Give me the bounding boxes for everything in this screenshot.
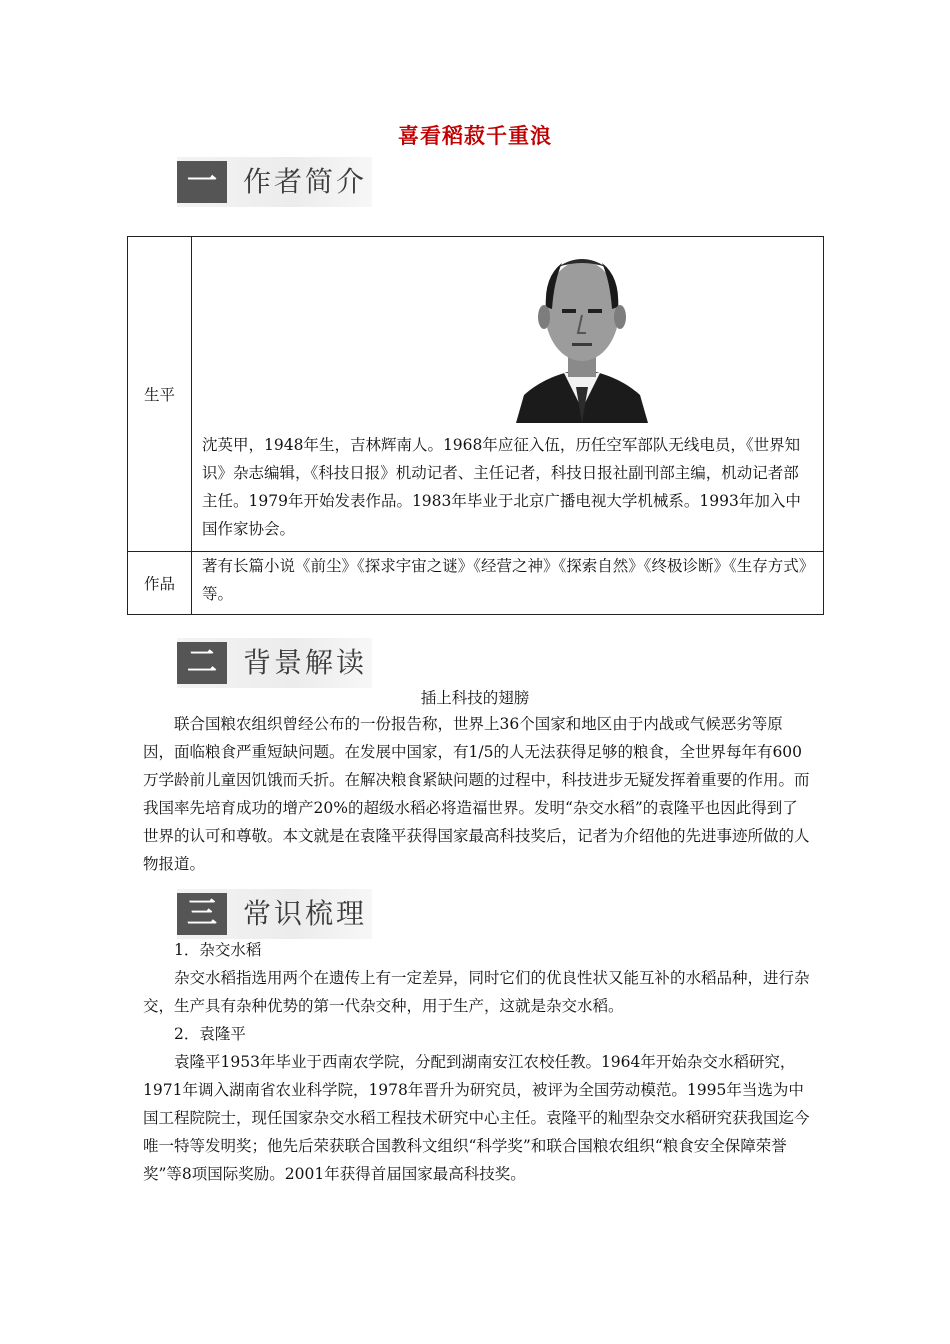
works-label: 作品 xyxy=(128,552,192,615)
section-title: 作者简介 xyxy=(243,165,368,198)
life-label: 生平 xyxy=(128,237,192,552)
author-portrait xyxy=(506,237,658,423)
background-paragraph: 联合国粮农组织曾经公布的一份报告称，世界上36个国家和地区由于内战或气候恶劣等原因，面临粮食严重短缺问题。在发展中国家，有1/5的人无法获得足够的粮食，全世界每年有600万学龄前儿童因饥饿而夭折。在解决粮食紧缺问题的过程中，科技进步无疑发挥着重要的作用。而我国率先培育成功的增产20%的超级水稻必将造福世界。发明“杂交水稻”的袁隆平也因此得到了世界的认可和尊敬。本文就是在袁隆平获得国家最高科技奖后，记者为介绍他的先进事迹所做的人物报道。 xyxy=(143,715,810,873)
knowledge-item-text: 袁隆平1953年毕业于西南农学院，分配到湖南安江农校任教。1964年开始杂交水稻研究，1971年调入湖南省农业科学院，1978年晋升为研究员，被评为全国劳动模范。1995年当选为中国工程院院士，现任国家杂交水稻工程技术研究中心主任。袁隆平的籼型杂交水稻研究获我国迄今唯一特等发明奖；他先后荣获联合国教科文组织“科学奖”和联合国粮农组织“粮食安全保障荣誉奖”等8项国际奖励。2001年获得首届国家最高科技奖。 xyxy=(143,1053,810,1183)
knowledge-item-text: 杂交水稻指选用两个在遗传上有一定差异，同时它们的优良性状又能互补的水稻品种，进行杂交，生产具有杂种优势的第一代杂交种，用于生产，这就是杂交水稻。 xyxy=(143,969,810,1015)
section-number: 二 xyxy=(177,642,227,684)
section-header-knowledge xyxy=(177,889,372,939)
author-table xyxy=(127,236,824,615)
section-number: 三 xyxy=(177,893,227,935)
works-text: 著有长篇小说《前尘》《探求宇宙之谜》《经营之神》《探索自然》《终极诊断》《生存方式》等。 xyxy=(202,557,807,603)
works-cell xyxy=(192,552,824,615)
photo-area xyxy=(202,237,813,427)
background-subtitle: 插上科技的翅膀 xyxy=(420,689,530,707)
section-title: 背景解读 xyxy=(243,646,368,679)
life-text: 沈英甲，1948年生，吉林辉南人。1968年应征入伍，历任空军部队无线电员，《世界知识》杂志编辑，《科技日报》机动记者、主任记者，科技日报社副刊部主编，机动记者部主任。1979年开始发表作品。1983年毕业于北京广播电视大学机械系。1993年加入中国作家协会。 xyxy=(202,436,801,538)
page-title: 喜看稻菽千重浪 xyxy=(398,123,552,148)
section-header-author xyxy=(177,157,372,207)
section-header-background xyxy=(177,638,372,688)
life-cell xyxy=(192,237,824,552)
section-title: 常识梳理 xyxy=(243,897,368,930)
section-number: 一 xyxy=(177,161,227,203)
knowledge-item-title: 1．杂交水稻 xyxy=(174,941,262,959)
knowledge-item-title: 2．袁隆平 xyxy=(174,1025,246,1043)
